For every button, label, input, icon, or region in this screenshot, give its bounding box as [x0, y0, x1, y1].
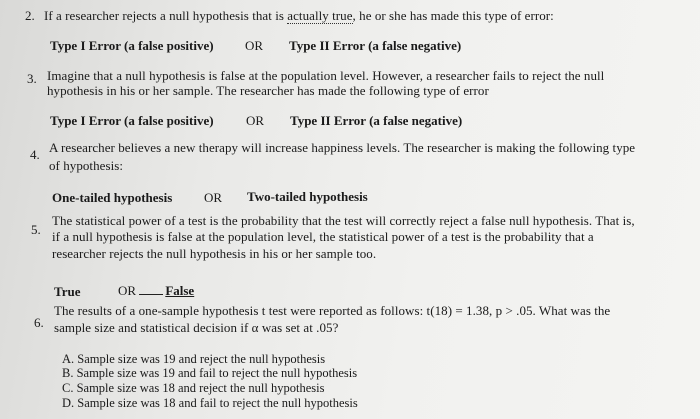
q3-option-type-i[interactable]: Type I Error (a false positive) [50, 113, 214, 128]
q6-choice-b[interactable]: B. Sample size was 19 and fail to reject the null hypothesis [62, 366, 358, 380]
q2-text-before: If a researcher rejects a null hypothesis that is [44, 8, 288, 23]
q2-number: 2. [25, 8, 35, 23]
q5-line2: if a null hypothesis is false at the population level, the statistical power of a test is the probability that a [52, 229, 594, 244]
q4-option-one-tailed[interactable]: One-tailed hypothesis [52, 190, 173, 205]
q6-choice-a[interactable]: A. Sample size was 19 and reject the null hypothesis [62, 352, 326, 366]
q5-option-true[interactable]: True [54, 284, 81, 299]
q3-line1: Imagine that a null hypothesis is false at the population level. However, a researcher fails to reject the null [47, 68, 605, 83]
q2-option-type-ii[interactable]: Type II Error (a false negative) [289, 38, 462, 53]
q2-prompt [44, 8, 554, 24]
q6-choice-c[interactable]: C. Sample size was 18 and reject the null hypothesis [62, 381, 325, 395]
q2-text-after: , he or she has made this type of error: [352, 8, 554, 23]
q2-or: OR [245, 38, 264, 53]
q5-line3: researcher rejects the null hypothesis in his or her sample too. [52, 246, 377, 261]
q3-or: OR [246, 113, 265, 128]
q2-option-type-i[interactable]: Type I Error (a false positive) [50, 38, 214, 53]
q5-line1: The statistical power of a test is the probability that the test will correctly reject a false null hypothesis. That is, [52, 213, 635, 228]
q4-or: OR [204, 190, 223, 205]
q5-number: 5. [31, 222, 41, 237]
q6-choice-d[interactable]: D. Sample size was 18 and fail to reject the null hypothesis [62, 396, 358, 410]
q3-number: 3. [27, 71, 37, 86]
q4-option-two-tailed[interactable]: Two-tailed hypothesis [247, 189, 368, 204]
q5-option-false[interactable]: False [165, 283, 195, 298]
q3-line2: hypothesis in his or her sample. The researcher has made the following type of error [47, 83, 489, 98]
q4-line2: of hypothesis: [49, 158, 124, 173]
q4-number: 4. [30, 147, 40, 162]
q3-option-type-ii[interactable]: Type II Error (a false negative) [290, 113, 463, 128]
q6-line2: sample size and statistical decision if α was set at .05? [54, 320, 339, 335]
q6-number: 6. [34, 315, 44, 330]
q5-answer-blank [139, 294, 163, 295]
q6-line1: The results of a one-sample hypothesis t test were reported as follows: t(18) = 1.38, p > .05. What was the [54, 303, 611, 318]
q4-line1: A researcher believes a new therapy will increase happiness levels. The researcher is making the following type [49, 140, 636, 155]
q2-text-underlined: actually true [287, 8, 353, 23]
q5-or-row [118, 283, 194, 299]
q5-or: OR [118, 283, 137, 298]
